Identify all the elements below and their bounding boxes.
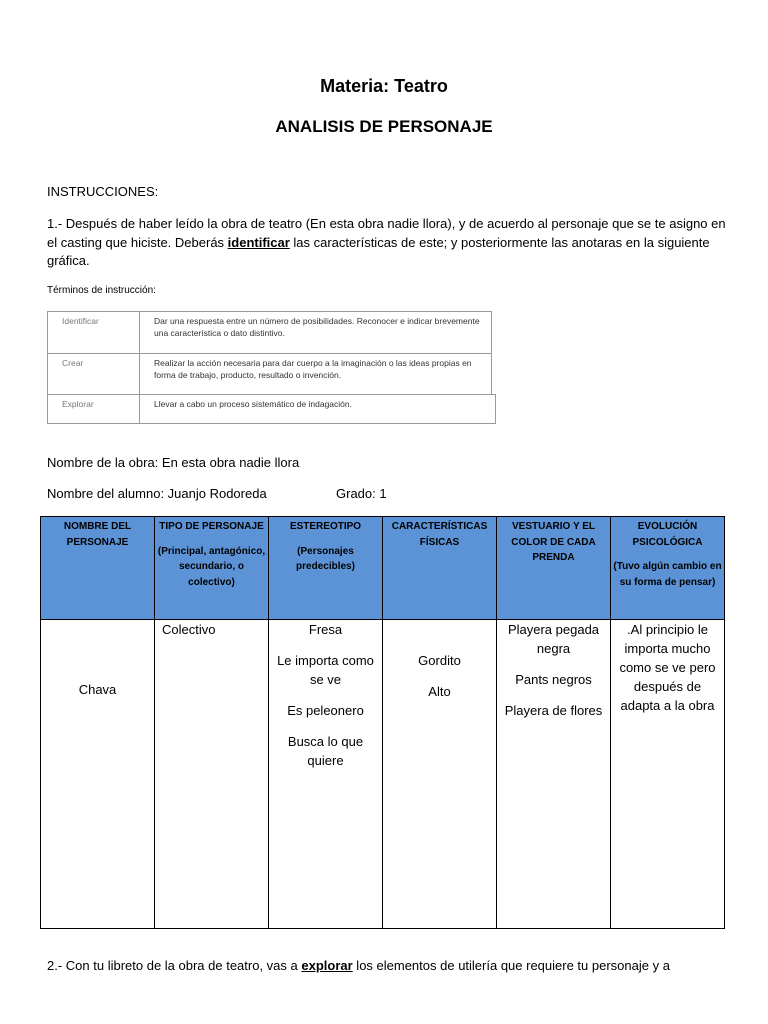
term-definition: Realizar la acción necesaria para dar cuerpo a la imaginación o las ideas propias en forma de trabajo, producto, resultado o invención. <box>154 358 472 380</box>
costume-item: Playera de flores <box>504 703 603 718</box>
term-key: Identificar <box>48 312 140 353</box>
header-vestuario <box>496 516 611 620</box>
instruction-text: 2.- Con tu libreto de la obra de teatro, vas a <box>47 958 302 973</box>
subject-title: Materia: Teatro <box>320 76 448 96</box>
stereotype-item: Es peleonero <box>287 703 364 718</box>
cell-tipo <box>154 619 269 929</box>
header-estereotipo <box>268 516 383 620</box>
instruction-text: las características de este; y posteriormente las anotaras en la siguiente gráfica. <box>47 234 710 268</box>
grade: Grado: 1 <box>336 486 387 501</box>
term-row-explorar <box>47 394 496 424</box>
physical-trait: Alto <box>428 684 451 699</box>
costume-item: Pants negros <box>515 672 592 687</box>
psychological-evolution: .Al principio le importa mucho como se ve pero después de adapta a la obra <box>619 622 716 713</box>
character-analysis-table <box>40 516 725 929</box>
term-key: Crear <box>48 354 140 394</box>
header-tipo <box>154 516 269 620</box>
header-nombre <box>40 516 155 620</box>
term-row-crear <box>47 353 492 395</box>
header-subtitle: (Principal, antagónico, secundario, o colectivo) <box>157 545 266 588</box>
stereotype-item: Le importa como se ve <box>277 653 374 687</box>
character-name: Chava <box>78 682 117 697</box>
physical-trait: Gordito <box>418 653 461 668</box>
keyword-explorar: explorar <box>301 958 353 973</box>
stereotype-item: Busca lo que quiere <box>287 734 364 768</box>
instruction-text: los elementos de utilería que requiere tu personaje y a <box>352 958 670 973</box>
header-title: EVOLUCIÓN PSICOLÓGICA <box>632 521 703 548</box>
cell-evolucion <box>610 619 725 929</box>
play-name: Nombre de la obra: En esta obra nadie llora <box>47 455 300 470</box>
stereotype-item: Fresa <box>308 622 343 637</box>
term-key: Explorar <box>48 395 140 423</box>
instruction-paragraph-1 <box>47 215 727 271</box>
cell-nombre <box>40 619 155 929</box>
cell-estereotipo <box>268 619 383 929</box>
header-caracteristicas <box>382 516 497 620</box>
character-type: Colectivo <box>162 622 216 637</box>
instruction-text: 1.- Después de haber leído la obra de teatro (En esta obra nadie llora), y de acuerdo al personaje que se te asigno en el casting que hiciste. Deberás <box>47 216 726 250</box>
term-definition: Dar una respuesta entre un número de posibilidades. Reconocer e indicar brevemente una característica o dato distintivo. <box>154 316 480 338</box>
header-title: NOMBRE DEL PERSONAJE <box>63 521 132 548</box>
header-title: VESTUARIO Y EL COLOR DE CADA PRENDA <box>511 521 596 563</box>
header-title: TIPO DE PERSONAJE <box>159 521 264 532</box>
student-name: Nombre del alumno: Juanjo Rodoreda <box>47 486 267 501</box>
cell-caracteristicas <box>382 619 497 929</box>
keyword-identificar: identificar <box>227 234 290 250</box>
header-subtitle: (Tuvo algún cambio en su forma de pensar) <box>613 561 722 588</box>
header-evolucion <box>610 516 725 620</box>
cell-vestuario <box>496 619 611 929</box>
instruction-paragraph-2 <box>47 957 727 976</box>
terms-label: Términos de instrucción: <box>47 285 156 296</box>
header-title: ESTEREOTIPO <box>289 521 362 532</box>
header-subtitle: (Personajes predecibles) <box>296 545 355 572</box>
instructions-label: INSTRUCCIONES: <box>47 184 159 199</box>
term-definition: Llevar a cabo un proceso sistemático de indagación. <box>154 399 352 409</box>
header-title: CARACTERÍSTICAS FÍSICAS <box>391 521 488 548</box>
document-title: ANALISIS DE PERSONAJE <box>275 117 493 136</box>
term-row-identificar <box>47 311 492 354</box>
costume-item: Playera pegada negra <box>507 622 600 656</box>
